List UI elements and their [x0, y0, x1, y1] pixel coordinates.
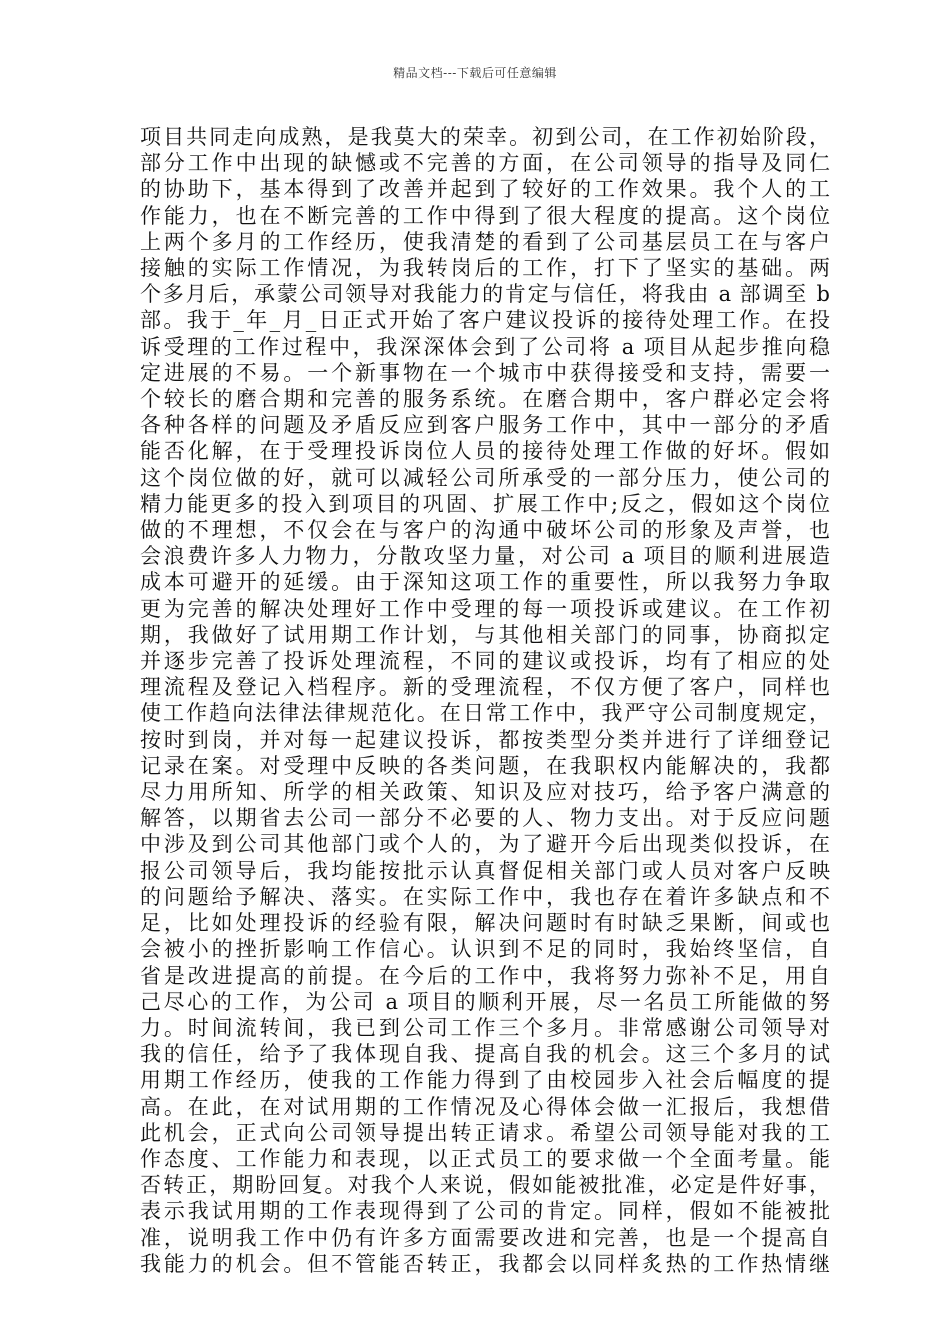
- text-line: 诉受理的工作过程中，我深深体会到了公司将 a 项目从起步推向稳: [140, 334, 830, 359]
- text-line: 成本可避开的延缓。由于深知这项工作的重要性，所以我努力争取: [140, 570, 830, 595]
- text-line: 解答，以期省去公司一部分不必要的人、物力支出。对于反应问题: [140, 806, 830, 831]
- body-paragraph: [140, 124, 830, 1277]
- text-line: 能否化解，在于受理投诉岗位人员的接待处理工作做的好坏。假如: [140, 439, 830, 464]
- text-line: 部分工作中出现的缺憾或不完善的方面，在公司领导的指导及同仁: [140, 151, 830, 176]
- page-header: 精品文档---下载后可任意编辑: [393, 66, 557, 80]
- text-line: 报公司领导后，我均能按批示认真督促相关部门或人员对客户反映: [140, 858, 830, 883]
- text-line: 中涉及到公司其他部门或个人的，为了避开今后出现类似投诉，在: [140, 832, 830, 857]
- text-line: 使工作趋向法律法律规范化。在日常工作中，我严守公司制度规定，: [140, 701, 830, 726]
- text-line: 会被小的挫折影响工作信心。认识到不足的同时，我始终坚信，自: [140, 937, 830, 962]
- text-line: 此机会，正式向公司领导提出转正请求。希望公司领导能对我的工: [140, 1120, 830, 1145]
- text-line: 项目共同走向成熟，是我莫大的荣幸。初到公司，在工作初始阶段，: [140, 125, 830, 149]
- text-line: 更为完善的解决处理好工作中受理的每一项投诉或建议。在工作初: [140, 596, 830, 621]
- text-line: 各种各样的问题及矛盾反应到客户服务工作中，其中一部分的矛盾: [140, 413, 830, 438]
- text-line: 的问题给予解决、落实。在实际工作中，我也存在着许多缺点和不: [140, 884, 830, 909]
- text-line: 用期工作经历，使我的工作能力得到了由校园步入社会后幅度的提: [140, 1068, 830, 1093]
- text-line: 个多月后，承蒙公司领导对我能力的肯定与信任，将我由 a 部调至 b: [140, 282, 830, 307]
- text-line: 我能力的机会。但不管能否转正，我都会以同样炙热的工作热情继: [140, 1251, 830, 1276]
- text-line: 按时到岗，并对每一起建议投诉，都按类型分类并进行了详细登记: [140, 727, 830, 752]
- text-line: 己尽心的工作，为公司 a 项目的顺利开展，尽一名员工所能做的努: [140, 989, 830, 1014]
- text-line: 作能力，也在不断完善的工作中得到了很大程度的提高。这个岗位: [140, 203, 830, 228]
- text-line: 省是改进提高的前提。在今后的工作中，我将努力弥补不足，用自: [140, 963, 830, 988]
- text-line: 我的信任，给予了我体现自我、提高自我的机会。这三个多月的试: [140, 1042, 830, 1067]
- text-line: 精力能更多的投入到项目的巩固、扩展工作中;反之，假如这个岗位: [140, 491, 830, 516]
- text-line: 足，比如处理投诉的经验有限，解决问题时有时缺乏果断，间或也: [140, 911, 830, 936]
- text-line: 部。我于_年_月_日正式开始了客户建议投诉的接待处理工作。在投: [140, 308, 830, 333]
- text-line: 期，我做好了试用期工作计划，与其他相关部门的同事，协商拟定: [140, 622, 830, 647]
- text-line: 记录在案。对受理中反映的各类问题，在我职权内能解决的，我都: [140, 753, 830, 778]
- text-line: 这个岗位做的好，就可以减轻公司所承受的一部分压力，使公司的: [140, 465, 830, 490]
- text-line: 定进展的不易。一个新事物在一个城市中获得接受和支持，需要一: [140, 360, 830, 385]
- text-line: 表示我试用期的工作表现得到了公司的肯定。同样，假如不能被批: [140, 1199, 830, 1224]
- text-line: 做的不理想，不仅会在与客户的沟通中破坏公司的形象及声誉，也: [140, 518, 830, 543]
- text-line: 尽力用所知、所学的相关政策、知识及应对技巧，给予客户满意的: [140, 780, 830, 805]
- text-line: 个较长的磨合期和完善的服务系统。在磨合期中，客户群必定会将: [140, 387, 830, 412]
- text-line: 上两个多月的工作经历，使我清楚的看到了公司基层员工在与客户: [140, 229, 830, 254]
- text-line: 接触的实际工作情况，为我转岗后的工作，打下了坚实的基础。两: [140, 256, 830, 281]
- text-line: 会浪费许多人力物力，分散攻坚力量，对公司 a 项目的顺利进展造: [140, 544, 830, 569]
- text-line: 准，说明我工作中仍有许多方面需要改进和完善，也是一个提高自: [140, 1225, 830, 1250]
- text-line: 否转正，期盼回复。对我个人来说，假如能被批准，必定是件好事，: [140, 1173, 830, 1198]
- text-line: 高。在此，在对试用期的工作情况及心得体会做一汇报后，我想借: [140, 1094, 830, 1119]
- text-line: 的协助下，基本得到了改善并起到了较好的工作效果。我个人的工: [140, 177, 830, 202]
- text-line: 作态度、工作能力和表现，以正式员工的要求做一个全面考量。能: [140, 1146, 830, 1171]
- text-line: 并逐步完善了投诉处理流程，不同的建议或投诉，均有了相应的处: [140, 649, 830, 674]
- text-line: 力。时间流转间，我已到公司工作三个多月。非常感谢公司领导对: [140, 1015, 830, 1040]
- text-line: 理流程及登记入档程序。新的受理流程，不仅方便了客户，同样也: [140, 675, 830, 700]
